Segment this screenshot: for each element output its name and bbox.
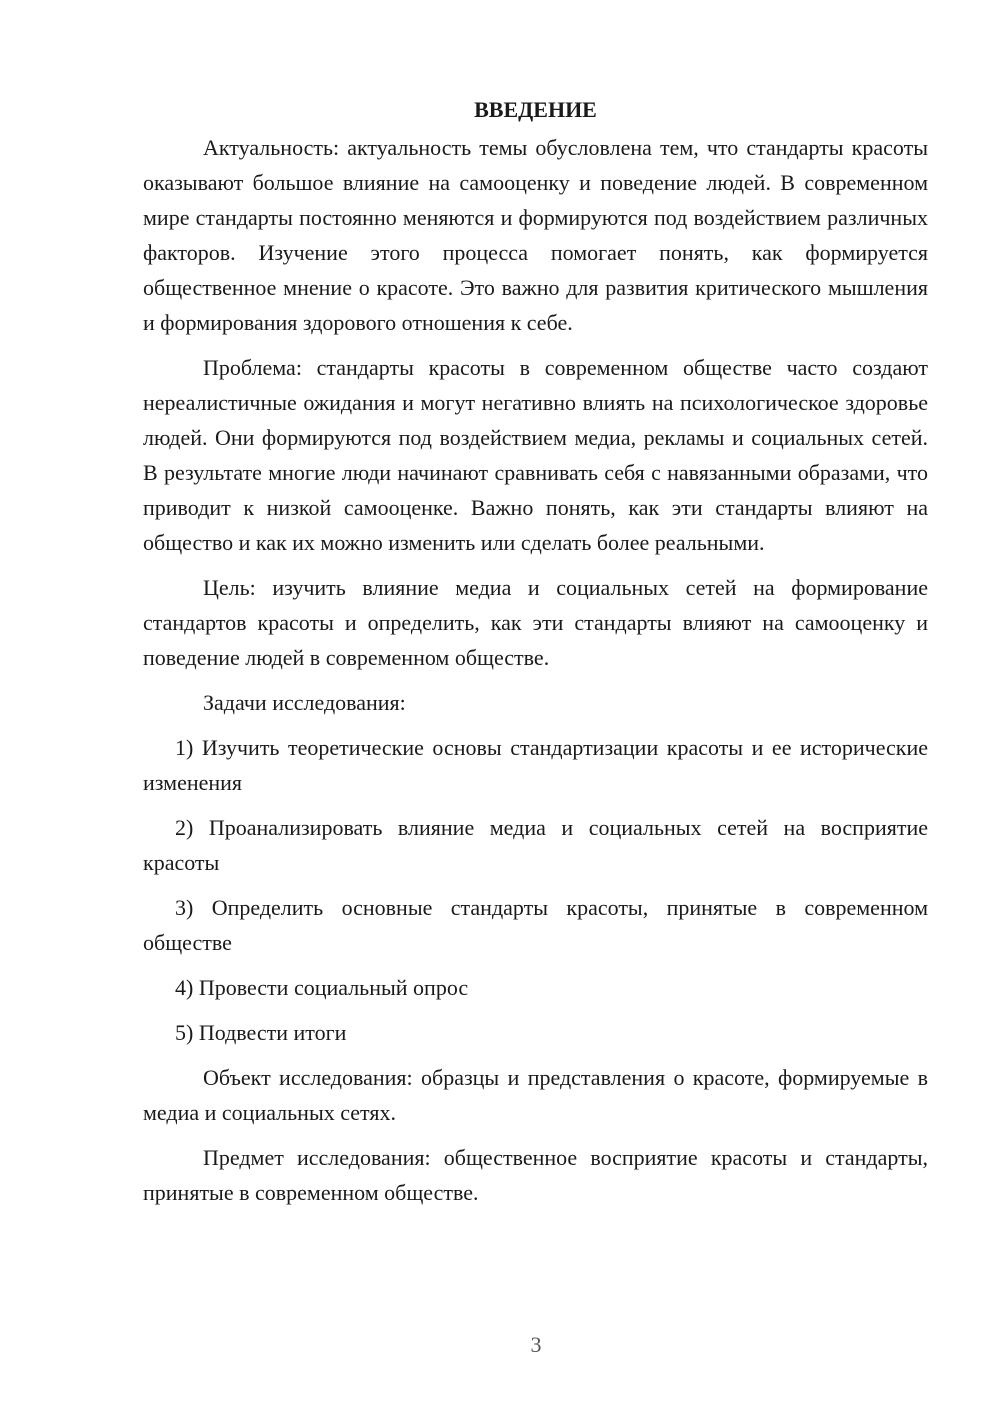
subject-paragraph: Предмет исследования: общественное восприятие красоты и стандарты, принятые в современном обществе.: [143, 1145, 928, 1205]
tasks-heading: Задачи исследования:: [203, 690, 406, 715]
task-item-3: 3) Определить основные стандарты красоты, принятые в современном обществе: [143, 895, 928, 955]
relevance-paragraph: Актуальность: актуальность темы обусловлена тем, что стандарты красоты оказывают большое влияние на самооценку и поведение людей. В современном мире стандарты постоянно меняются и формируются под воздействием различных факторов. Изучение этого процесса помогает понять, как формируется общественное мнение о красоте. Это важно для развития критического мышления и формирования здорового отношения к себе.: [143, 135, 928, 335]
object-paragraph: Объект исследования: образцы и представления о красоте, формируемые в медиа и социальных сетях.: [143, 1065, 928, 1125]
section-title: ВВЕДЕНИЕ: [474, 97, 597, 122]
task-item-5: 5) Подвести итоги: [175, 1020, 347, 1045]
task-item-2: 2) Проанализировать влияние медиа и социальных сетей на восприятие красоты: [143, 815, 928, 875]
tasks-list: [143, 730, 928, 1050]
document-page: [143, 92, 928, 1220]
problem-paragraph: Проблема: стандарты красоты в современном обществе часто создают нереалистичные ожидания и могут негативно влиять на психологическое здоровье людей. Они формируются под воздействием медиа, рекламы и социальных сетей. В результате многие люди начинают сравнивать себя с навязанными образами, что приводит к низкой самооценке. Важно понять, как эти стандарты влияют на общество и как их можно изменить или сделать более реальными.: [143, 355, 928, 555]
goal-paragraph: Цель: изучить влияние медиа и социальных сетей на формирование стандартов красоты и определить, как эти стандарты влияют на самооценку и поведение людей в современном обществе.: [143, 575, 928, 670]
task-item-1: 1) Изучить теоретические основы стандартизации красоты и ее исторические изменения: [143, 735, 928, 795]
task-item-4: 4) Провести социальный опрос: [175, 975, 469, 1000]
page-number: 3: [530, 1332, 542, 1357]
